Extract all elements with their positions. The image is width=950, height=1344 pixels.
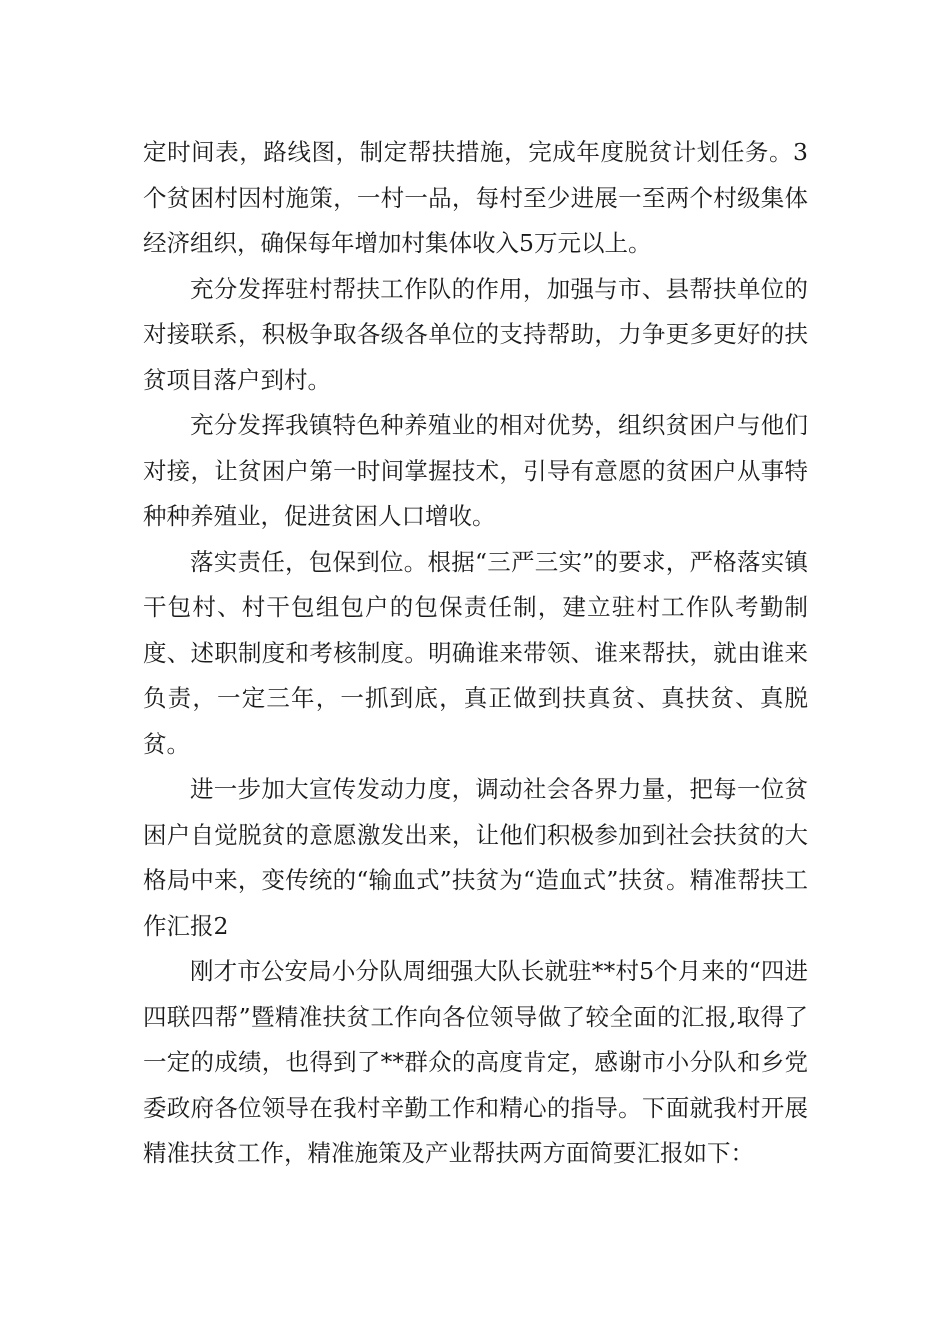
paragraph-3: 充分发挥我镇特色种养殖业的相对优势，组织贫困户与他们对接，让贫困户第一时间掌握技术，引导有意愿的贫困户从事特种种养殖业，促进贫困人口增收。 [143,411,808,530]
paragraph-6: 刚才市公安局小分队周细强大队长就驻**村5个月来的“四进四联四帮”暨精准扶贫工作向各位领导做了较全面的汇报,取得了一定的成绩，也得到了**群众的高度肯定，感谢市小分队和乡党委政府各位领导在我村辛勤工作和精心的指导。下面就我村开展精准扶贫工作，精准施策及产业帮扶两方面简要汇报如下： [143,957,808,1167]
paragraph-5: 进一步加大宣传发动力度，调动社会各界力量，把每一位贫困户自觉脱贫的意愿激发出来，让他们积极参加到社会扶贫的大格局中来，变传统的“输血式”扶贫为“造血式”扶贫。精准帮扶工作汇报2 [143,775,808,940]
paragraph-4: 落实责任，包保到位。根据“三严三实”的要求，严格落实镇干包村、村干包组包户的包保责任制，建立驻村工作队考勤制度、述职制度和考核制度。明确谁来带领、谁来帮扶，就由谁来负责，一定三年，一抓到底，真正做到扶真贫、真扶贫、真脱贫。 [143,547,808,758]
document-body [143,130,808,1177]
paragraph-1: 定时间表，路线图，制定帮扶措施，完成年度脱贫计划任务。3个贫困村因村施策，一村一品，每村至少进展一至两个村级集体经济组织，确保每年增加村集体收入5万元以上。 [143,138,808,257]
paragraph-2: 充分发挥驻村帮扶工作队的作用，加强与市、县帮扶单位的对接联系，积极争取各级各单位的支持帮助，力争更多更好的扶贫项目落户到村。 [143,274,808,394]
